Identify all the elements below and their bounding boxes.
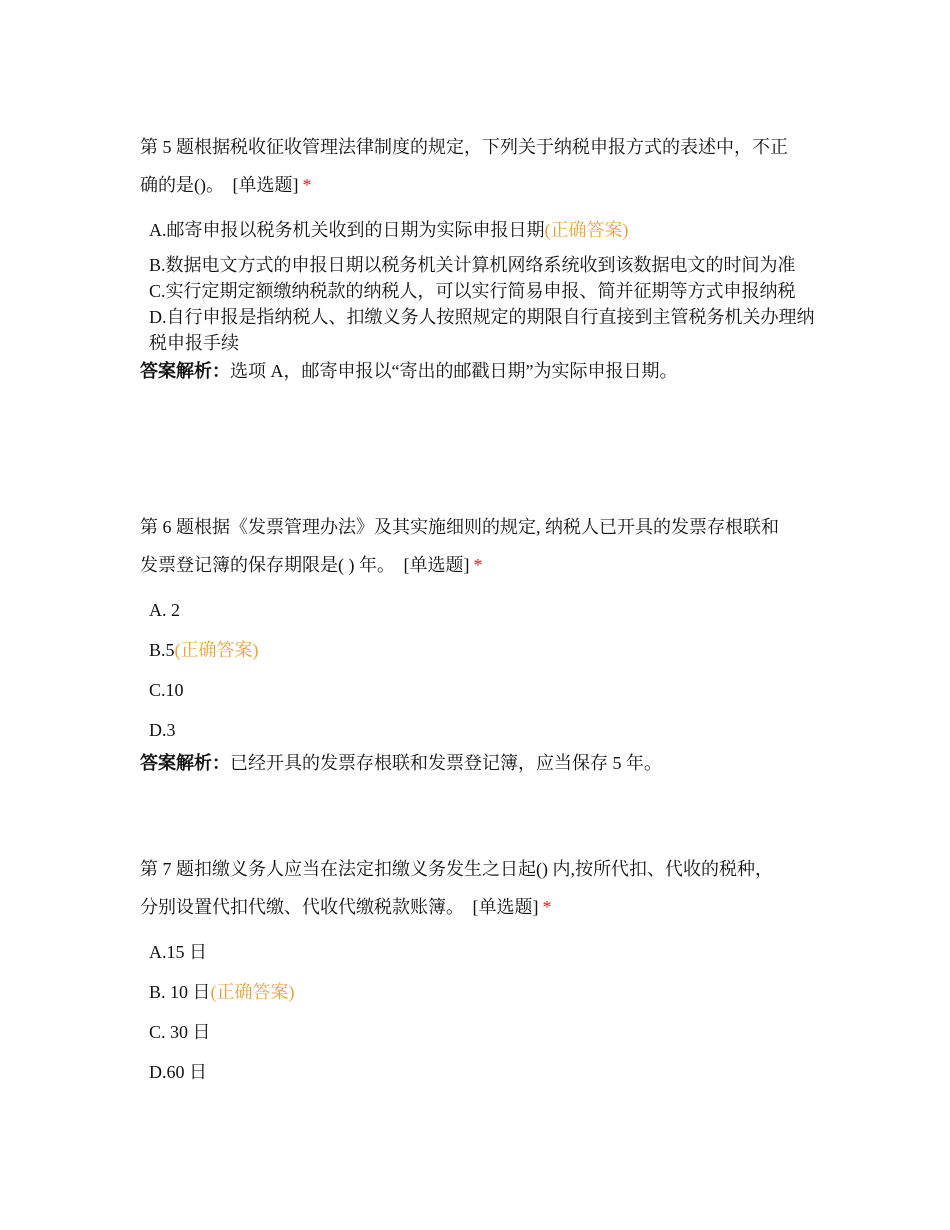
analysis-text: 已经开具的发票存根联和发票登记簿，应当保存 5 年。 bbox=[230, 753, 662, 773]
question-type-tag: [单选题] bbox=[472, 897, 539, 917]
option-text: D.60 日 bbox=[149, 1062, 207, 1082]
option-list bbox=[140, 590, 820, 750]
option-text: B. 10 日 bbox=[149, 982, 211, 1002]
required-star: * bbox=[302, 175, 312, 195]
stem-line-2: 确的是()。 bbox=[140, 175, 224, 195]
question-6 bbox=[140, 508, 820, 776]
option-text: A. 2 bbox=[149, 600, 180, 620]
question-stem bbox=[140, 128, 820, 204]
correct-answer-tag: (正确答案) bbox=[174, 640, 259, 660]
option-b bbox=[149, 630, 820, 670]
required-star: * bbox=[542, 897, 552, 917]
option-a bbox=[149, 932, 820, 972]
question-type-tag: [单选题] bbox=[403, 555, 470, 575]
correct-answer-tag: (正确答案) bbox=[210, 982, 295, 1002]
option-text: A.邮寄申报以税务机关收到的日期为实际申报日期 bbox=[149, 220, 545, 240]
option-d bbox=[149, 1052, 820, 1092]
option-list bbox=[140, 210, 820, 356]
question-stem bbox=[140, 850, 820, 926]
option-c bbox=[149, 1012, 820, 1052]
option-c bbox=[149, 278, 820, 304]
stem-line-1: 第 6 题根据《发票管理办法》及其实施细则的规定, 纳税人已开具的发票存根联和 bbox=[140, 517, 779, 537]
option-text: D.3 bbox=[149, 720, 176, 740]
question-stem bbox=[140, 508, 820, 584]
option-a bbox=[149, 590, 820, 630]
option-text: B.数据电文方式的申报日期以税务机关计算机网络系统收到该数据电文的时间为准 bbox=[149, 255, 796, 275]
analysis-text: 选项 A，邮寄申报以“寄出的邮戳日期”为实际申报日期。 bbox=[230, 361, 678, 381]
correct-answer-tag: (正确答案) bbox=[544, 220, 629, 240]
analysis-label: 答案解析： bbox=[140, 753, 230, 773]
option-b bbox=[149, 972, 820, 1012]
stem-line-2: 分别设置代扣代缴、代收代缴税款账簿。 bbox=[140, 897, 464, 917]
option-d bbox=[149, 304, 820, 356]
stem-line-1: 第 5 题根据税收征收管理法律制度的规定，下列关于纳税申报方式的表述中，不正 bbox=[140, 137, 788, 157]
stem-line-1: 第 7 题扣缴义务人应当在法定扣缴义务发生之日起() 内,按所代扣、代收的税种， bbox=[140, 859, 773, 879]
question-5 bbox=[140, 128, 820, 384]
option-text: C.10 bbox=[149, 680, 184, 700]
answer-analysis bbox=[140, 750, 820, 776]
stem-line-2: 发票登记簿的保存期限是( ) 年。 bbox=[140, 555, 395, 575]
answer-analysis bbox=[140, 358, 820, 384]
option-text: C.实行定期定额缴纳税款的纳税人，可以实行简易申报、简并征期等方式申报纳税 bbox=[149, 281, 796, 301]
required-star: * bbox=[473, 555, 483, 575]
option-list bbox=[140, 932, 820, 1092]
option-text: A.15 日 bbox=[149, 942, 207, 962]
question-type-tag: [单选题] bbox=[232, 175, 299, 195]
question-7 bbox=[140, 850, 820, 1092]
option-a bbox=[149, 210, 820, 250]
option-b bbox=[149, 252, 820, 278]
option-d bbox=[149, 710, 820, 750]
option-text: B.5 bbox=[149, 640, 175, 660]
option-text: C. 30 日 bbox=[149, 1022, 211, 1042]
option-c bbox=[149, 670, 820, 710]
analysis-label: 答案解析： bbox=[140, 361, 230, 381]
option-text: D.自行申报是指纳税人、扣缴义务人按照规定的期限自行直接到主管税务机关办理纳税申报手续 bbox=[149, 307, 815, 353]
